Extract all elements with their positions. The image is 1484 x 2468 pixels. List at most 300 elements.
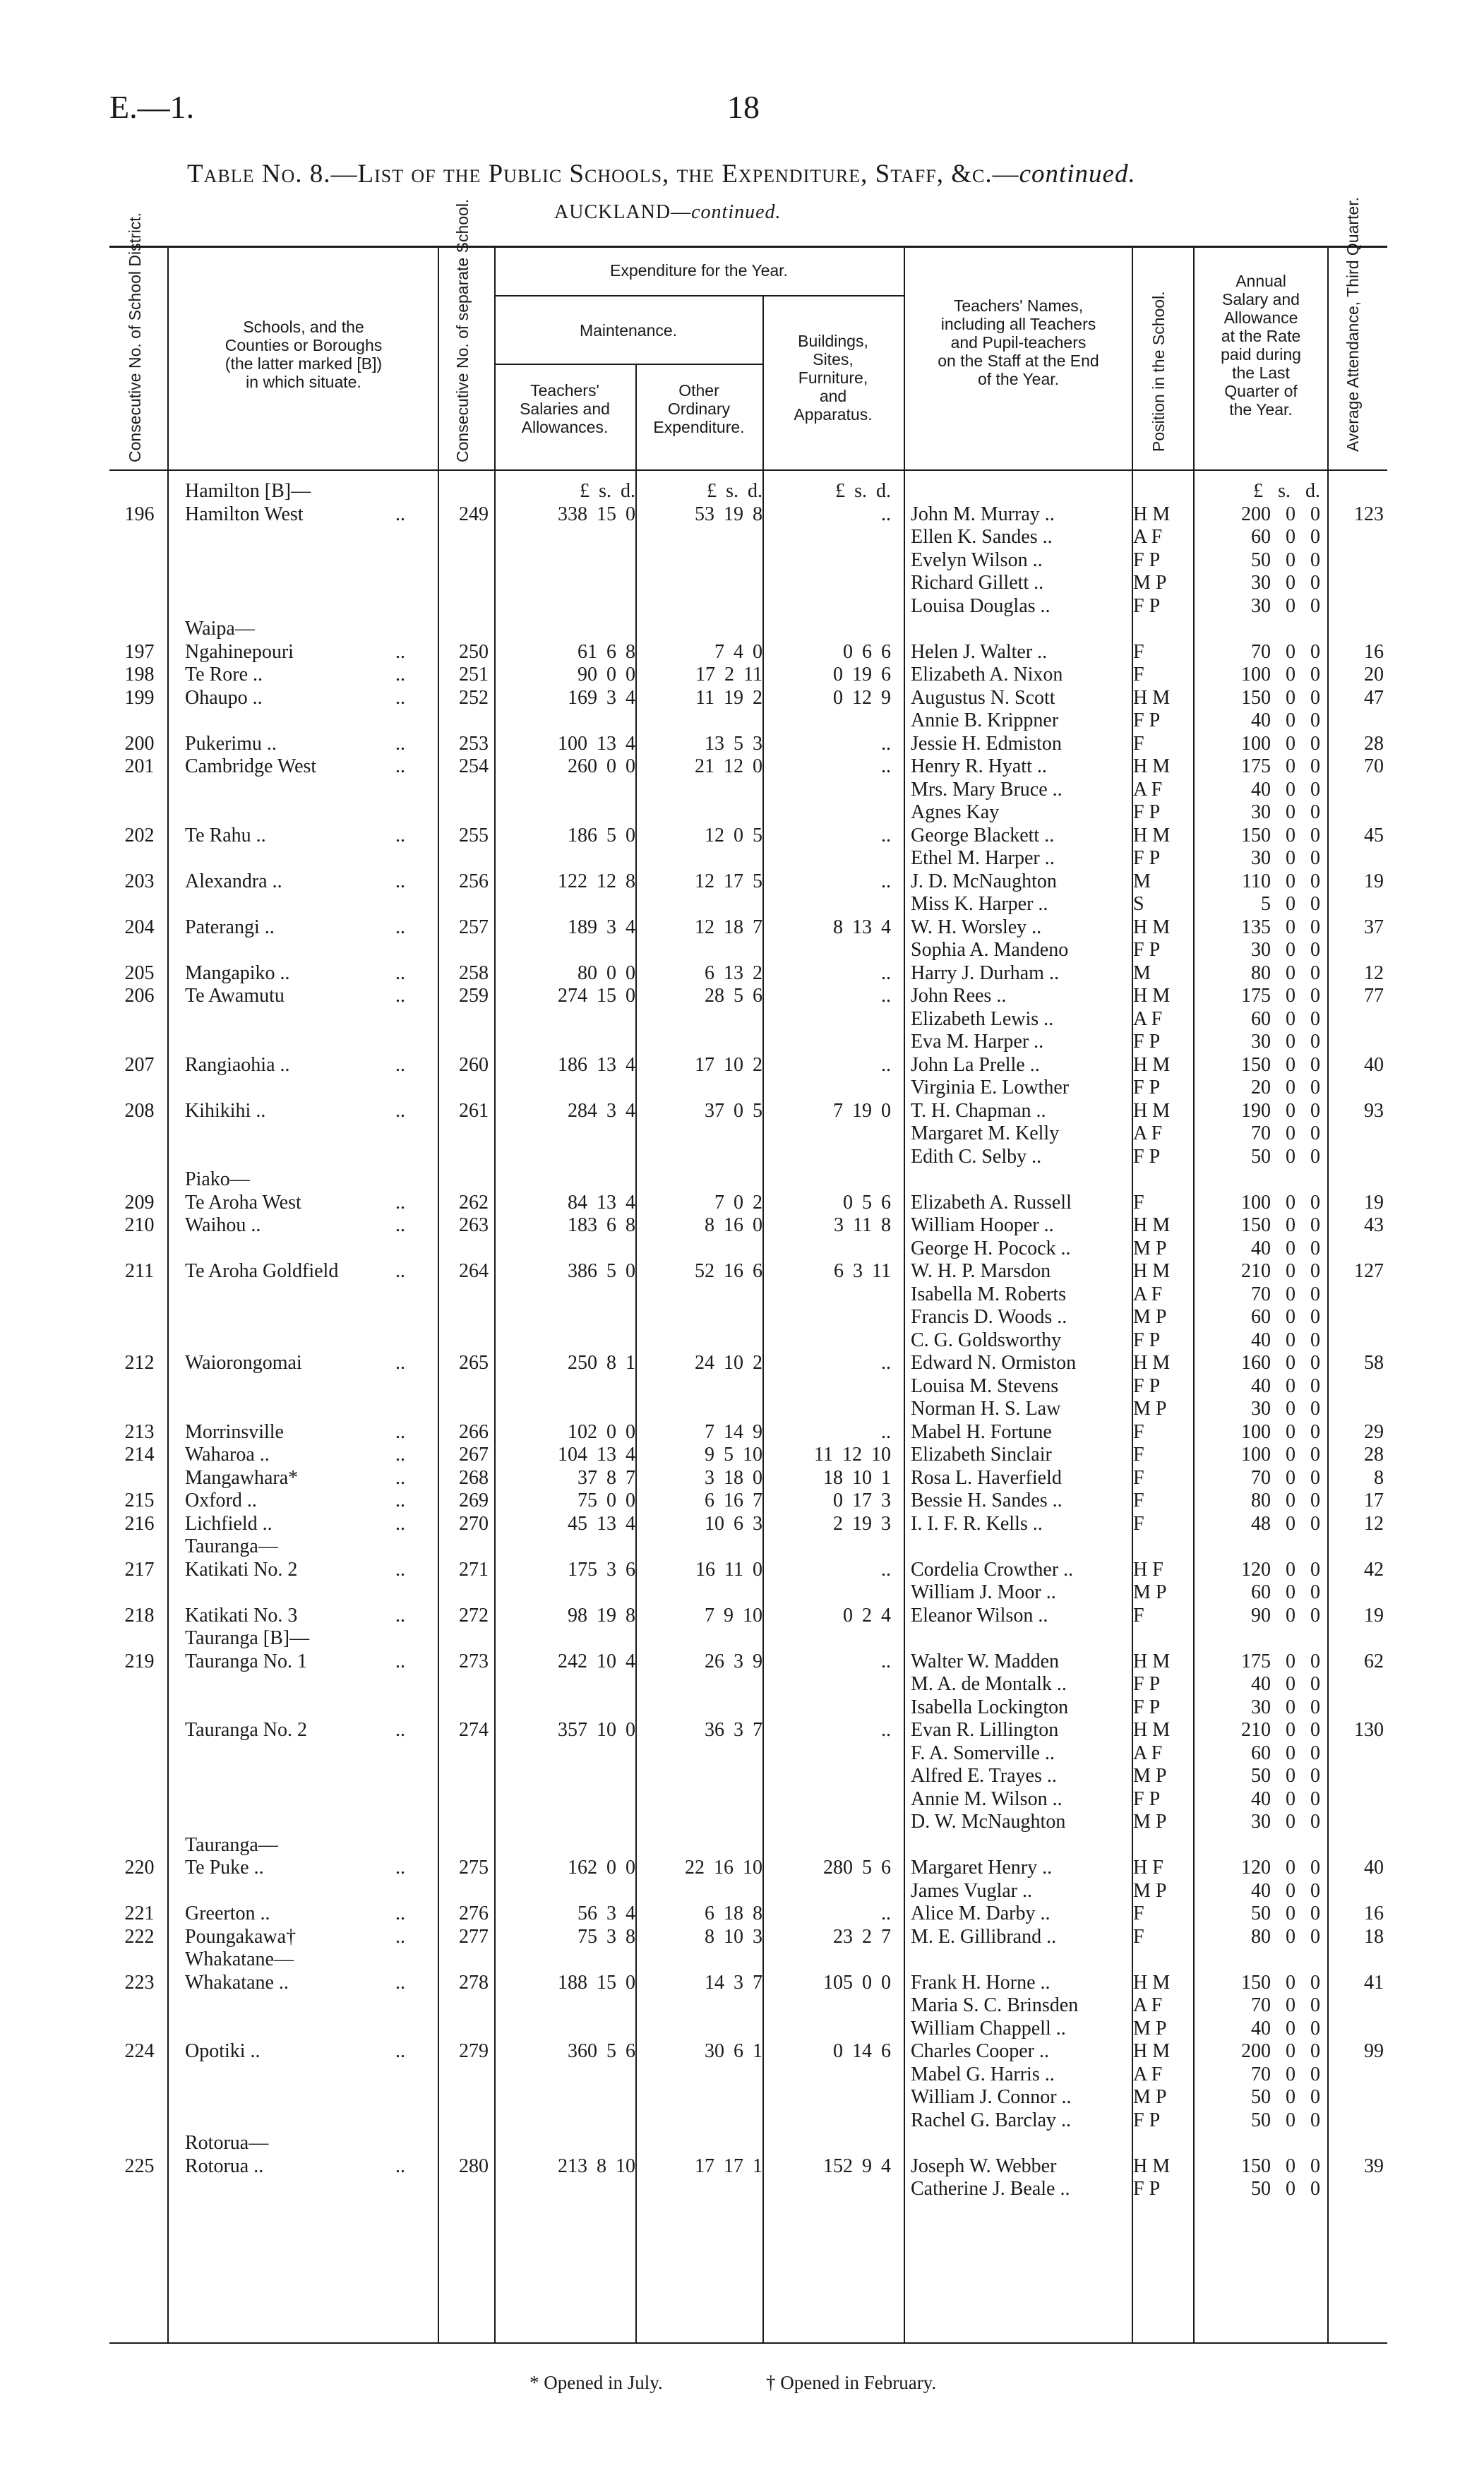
district-no: 200 <box>124 732 155 755</box>
annual-salary: 40 0 0 <box>1251 709 1320 731</box>
table-row <box>0 595 1484 618</box>
teacher-name: W. H. Worsley .. <box>911 916 1042 938</box>
other-expenditure: 12 18 7 <box>695 916 762 938</box>
leader-dots: .. <box>395 2040 405 2062</box>
table-row <box>0 664 1484 686</box>
teacher-name: Alfred E. Trayes .. <box>911 1765 1057 1787</box>
header-salary-3: Allowance <box>1223 308 1298 327</box>
district-no: 218 <box>124 1604 155 1627</box>
teacher-name: Richard Gillett .. <box>911 572 1044 594</box>
teacher-position: H M <box>1133 1099 1171 1122</box>
header-schools-1: Schools, and the <box>243 318 364 336</box>
teacher-position: F P <box>1133 847 1161 869</box>
other-expenditure: 16 11 0 <box>695 1558 762 1581</box>
annual-salary: 40 0 0 <box>1251 778 1320 801</box>
buildings-amount: 152 9 4 <box>823 2155 891 2177</box>
annual-salary: 80 0 0 <box>1251 962 1320 984</box>
table-row <box>0 1467 1484 1490</box>
district-no: 205 <box>124 962 155 984</box>
table-row <box>0 1788 1484 1811</box>
table-row <box>0 2132 1484 2155</box>
teacher-position: F P <box>1133 1329 1161 1351</box>
salaries-amount: 357 10 0 <box>558 1719 635 1741</box>
district-no: 220 <box>124 1857 155 1879</box>
annual-salary: 60 0 0 <box>1251 1581 1320 1603</box>
district-no: 198 <box>124 664 155 685</box>
separate-no: 261 <box>459 1099 489 1122</box>
buildings-amount: 23 2 7 <box>833 1925 891 1948</box>
table-row <box>0 1765 1484 1787</box>
district-no: 221 <box>124 1903 155 1924</box>
table-row <box>0 1811 1484 1833</box>
district-no: 219 <box>124 1650 155 1672</box>
header-other-2: Ordinary <box>667 400 731 418</box>
teacher-name: F. A. Somerville .. <box>911 1742 1055 1764</box>
table-row <box>0 2040 1484 2063</box>
salaries-amount: 189 3 4 <box>568 916 635 938</box>
teacher-name: Elizabeth Lewis .. <box>911 1007 1054 1030</box>
salaries-amount: 90 0 0 <box>578 664 635 685</box>
separate-no: 250 <box>459 640 489 663</box>
separate-no: 254 <box>459 755 489 777</box>
teacher-name: Rosa L. Haverfield <box>911 1466 1062 1489</box>
teacher-name: Elizabeth A. Russell <box>911 1191 1072 1214</box>
header-salaries-2: Salaries and <box>520 400 610 418</box>
other-expenditure: 30 6 1 <box>705 2040 762 2062</box>
separate-no: 277 <box>459 1925 489 1948</box>
buildings-amount: 0 2 4 <box>843 1604 891 1627</box>
table-row <box>0 1903 1484 1925</box>
teacher-position: F P <box>1133 1696 1161 1718</box>
average-attendance: 16 <box>1364 640 1384 663</box>
district-no: 209 <box>124 1191 155 1214</box>
buildings-amount: 2 19 3 <box>833 1512 891 1535</box>
teacher-position: H M <box>1133 1260 1171 1282</box>
average-attendance: 20 <box>1364 664 1384 685</box>
footnote-february: † Opened in February. <box>766 2372 937 2393</box>
buildings-amount: .. <box>881 985 891 1007</box>
other-expenditure: 6 18 8 <box>705 1903 762 1924</box>
annual-salary: 40 0 0 <box>1251 1237 1320 1259</box>
table-row <box>0 709 1484 732</box>
average-attendance: 127 <box>1354 1260 1384 1282</box>
header-salaries-1: Teachers' <box>530 381 599 400</box>
annual-salary: 70 0 0 <box>1251 1994 1320 2016</box>
table-row <box>0 2063 1484 2086</box>
teacher-position: A F <box>1133 1007 1163 1030</box>
teacher-name: Mabel G. Harris .. <box>911 2063 1055 2085</box>
school-name: Mangapiko .. <box>185 962 290 984</box>
average-attendance: 18 <box>1364 1925 1384 1948</box>
school-name: Waiorongomai <box>185 1352 302 1374</box>
teacher-position: A F <box>1133 1283 1163 1305</box>
header-buildings-3: Furniture, <box>798 369 868 387</box>
leader-dots: .. <box>395 1214 405 1236</box>
buildings-amount: .. <box>881 755 891 777</box>
separate-no: 257 <box>459 916 489 938</box>
teacher-position: A F <box>1133 1122 1163 1144</box>
buildings-amount: .. <box>881 1053 891 1076</box>
annual-salary: 50 0 0 <box>1251 549 1320 571</box>
teacher-name: Norman H. S. Law <box>911 1398 1061 1420</box>
annual-salary: 175 0 0 <box>1241 1650 1320 1672</box>
table-row <box>0 847 1484 870</box>
leader-dots: .. <box>395 1490 405 1511</box>
teacher-name: Louisa M. Stevens <box>911 1374 1059 1397</box>
buildings-amount: 0 17 3 <box>833 1490 891 1511</box>
salaries-amount: 213 8 10 <box>558 2155 635 2177</box>
table-row <box>0 1031 1484 1053</box>
annual-salary: 70 0 0 <box>1251 2063 1320 2085</box>
table-row <box>0 526 1484 549</box>
teacher-name: M. A. de Montalk .. <box>911 1673 1067 1695</box>
header-salary-7: Quarter of <box>1224 382 1298 400</box>
annual-salary: 30 0 0 <box>1251 801 1320 823</box>
teacher-name: Alice M. Darby .. <box>911 1903 1051 1924</box>
district-no: 201 <box>124 755 155 777</box>
table-row <box>0 1329 1484 1352</box>
district-no: 214 <box>124 1444 155 1466</box>
teacher-position: F <box>1133 1191 1144 1214</box>
leader-dots: .. <box>395 1604 405 1627</box>
salaries-amount: 242 10 4 <box>558 1650 635 1672</box>
table-row <box>0 1926 1484 1948</box>
annual-salary: 80 0 0 <box>1251 1490 1320 1511</box>
separate-no: 258 <box>459 962 489 984</box>
teacher-name: Edith C. Selby .. <box>911 1145 1042 1168</box>
average-attendance: 19 <box>1364 1191 1384 1214</box>
teacher-position: S <box>1133 893 1144 915</box>
table-title-suffix: continued. <box>1019 160 1136 188</box>
table-row <box>0 1008 1484 1031</box>
district-no: 207 <box>124 1053 155 1076</box>
average-attendance: 93 <box>1364 1099 1384 1122</box>
buildings-amount: .. <box>881 503 891 525</box>
teacher-name: Agnes Kay <box>911 801 1000 823</box>
leader-dots: .. <box>395 503 405 525</box>
teacher-position: F P <box>1133 549 1161 571</box>
average-attendance: 42 <box>1364 1558 1384 1581</box>
average-attendance: 99 <box>1364 2040 1384 2062</box>
salaries-amount: 102 0 0 <box>568 1420 635 1443</box>
other-expenditure: £ s. d. <box>707 480 762 502</box>
leader-dots: .. <box>395 732 405 755</box>
district-no: 225 <box>124 2155 155 2177</box>
teacher-position: H M <box>1133 755 1171 777</box>
leader-dots: .. <box>395 824 405 846</box>
separate-no: 276 <box>459 1903 489 1924</box>
teacher-position: M <box>1133 870 1151 892</box>
salaries-amount: 183 6 8 <box>568 1214 635 1236</box>
table-row <box>0 962 1484 985</box>
separate-no: 249 <box>459 503 489 525</box>
teacher-position: A F <box>1133 1994 1163 2016</box>
salaries-amount: 186 5 0 <box>568 824 635 846</box>
annual-salary: 200 0 0 <box>1241 503 1320 525</box>
teacher-name: Sophia A. Mandeno <box>911 939 1069 961</box>
header-salary-8: the Year. <box>1229 400 1293 419</box>
salaries-amount: 100 13 4 <box>558 732 635 755</box>
school-name: Ngahinepouri <box>185 640 294 663</box>
teacher-name: T. H. Chapman .. <box>911 1099 1046 1122</box>
separate-no: 262 <box>459 1191 489 1214</box>
table-row <box>0 1122 1484 1145</box>
school-name: Rotorua .. <box>185 2155 264 2177</box>
teacher-position: A F <box>1133 2063 1163 2085</box>
header-salary-2: Salary and <box>1222 290 1300 308</box>
salaries-amount: 188 15 0 <box>558 1971 635 1994</box>
annual-salary: 40 0 0 <box>1251 1374 1320 1397</box>
teacher-name: Ellen K. Sandes .. <box>911 526 1053 548</box>
teacher-position: F <box>1133 1420 1144 1443</box>
table-row <box>0 480 1484 503</box>
table-row <box>0 1972 1484 1994</box>
other-expenditure: 53 19 8 <box>695 503 762 525</box>
teacher-name: James Vuglar .. <box>911 1879 1032 1902</box>
header-teachers-3: and Pupil-teachers <box>950 333 1087 352</box>
teacher-name: William J. Connor .. <box>911 2086 1072 2108</box>
leader-dots: .. <box>395 1444 405 1466</box>
separate-no: 270 <box>459 1512 489 1535</box>
other-expenditure: 6 13 2 <box>705 962 762 984</box>
buildings-amount: 105 0 0 <box>823 1971 891 1994</box>
teacher-name: Maria S. C. Brinsden <box>911 1994 1079 2016</box>
header-buildings-1: Buildings, <box>798 332 868 350</box>
annual-salary: 48 0 0 <box>1251 1512 1320 1535</box>
separate-no: 263 <box>459 1214 489 1236</box>
average-attendance: 43 <box>1364 1214 1384 1236</box>
teacher-name: Eva M. Harper .. <box>911 1031 1044 1053</box>
teacher-position: F P <box>1133 2178 1161 2200</box>
teacher-name: C. G. Goldsworthy <box>911 1329 1062 1351</box>
leader-dots: .. <box>395 1558 405 1581</box>
teacher-position: F P <box>1133 1077 1161 1098</box>
annual-salary: 40 0 0 <box>1251 1329 1320 1351</box>
school-name: Cambridge West <box>185 755 317 777</box>
buildings-amount: .. <box>881 732 891 755</box>
teacher-name: Jessie H. Edmiston <box>911 732 1062 755</box>
school-name: Mangawhara* <box>185 1466 299 1489</box>
teacher-name: John Rees .. <box>911 985 1007 1007</box>
salaries-amount: 284 3 4 <box>568 1099 635 1122</box>
separate-no: 266 <box>459 1420 489 1443</box>
district-no: 217 <box>124 1558 155 1581</box>
district-no: 204 <box>124 916 155 938</box>
annual-salary: 50 0 0 <box>1251 1903 1320 1924</box>
separate-no: 267 <box>459 1444 489 1466</box>
salaries-amount: 37 8 7 <box>578 1466 635 1489</box>
table-row <box>0 801 1484 824</box>
table-row <box>0 825 1484 847</box>
other-expenditure: 8 16 0 <box>705 1214 762 1236</box>
annual-salary: 175 0 0 <box>1241 985 1320 1007</box>
teacher-position: F <box>1133 1490 1144 1511</box>
school-name: Piako— <box>185 1168 250 1190</box>
annual-salary: 20 0 0 <box>1251 1077 1320 1098</box>
table-row <box>0 1857 1484 1879</box>
header-separate-no: Consecutive No. of separate School. <box>453 198 472 462</box>
school-name: Paterangi .. <box>185 916 275 938</box>
school-name: Tauranga No. 1 <box>185 1650 307 1672</box>
table-row <box>0 503 1484 526</box>
teacher-position: M P <box>1133 1306 1167 1328</box>
buildings-amount: 7 19 0 <box>833 1099 891 1122</box>
annual-salary: 70 0 0 <box>1251 640 1320 663</box>
teacher-position: F P <box>1133 939 1161 961</box>
table-row <box>0 939 1484 962</box>
average-attendance: 37 <box>1364 916 1384 938</box>
annual-salary: 40 0 0 <box>1251 1879 1320 1902</box>
teacher-name: Isabella Lockington <box>911 1696 1069 1718</box>
annual-salary: 70 0 0 <box>1251 1466 1320 1489</box>
average-attendance: 62 <box>1364 1650 1384 1672</box>
teacher-position: F P <box>1133 1374 1161 1397</box>
other-expenditure: 12 17 5 <box>695 870 762 892</box>
teacher-position: M P <box>1133 1581 1167 1603</box>
leader-dots: .. <box>395 985 405 1007</box>
teacher-position: M P <box>1133 1811 1167 1833</box>
school-name: Tauranga [B]— <box>185 1627 310 1649</box>
average-attendance: 70 <box>1364 755 1384 777</box>
table-row <box>0 1696 1484 1719</box>
salaries-amount: 75 0 0 <box>578 1490 635 1511</box>
teacher-name: Mabel H. Fortune <box>911 1420 1052 1443</box>
separate-no: 274 <box>459 1719 489 1741</box>
average-attendance: 123 <box>1354 503 1384 525</box>
teacher-position: M P <box>1133 1398 1167 1420</box>
table-row <box>0 1421 1484 1444</box>
page-code: E.—1. <box>109 89 195 125</box>
separate-no: 279 <box>459 2040 489 2062</box>
annual-salary: 90 0 0 <box>1251 1604 1320 1627</box>
district-no: 213 <box>124 1420 155 1443</box>
school-name: Whakatane— <box>185 1948 294 1970</box>
teacher-name: Ethel M. Harper .. <box>911 847 1055 869</box>
salaries-amount: 75 3 8 <box>578 1925 635 1948</box>
school-name: Te Aroha West <box>185 1191 301 1214</box>
school-name: Katikati No. 2 <box>185 1558 298 1581</box>
table-row <box>0 1100 1484 1122</box>
teacher-name: John M. Murray .. <box>911 503 1055 525</box>
salaries-amount: 56 3 4 <box>578 1903 635 1924</box>
table-row <box>0 1994 1484 2017</box>
school-name: Lichfield .. <box>185 1512 273 1535</box>
separate-no: 259 <box>459 985 489 1007</box>
teacher-name: Evelyn Wilson .. <box>911 549 1043 571</box>
teacher-position: F <box>1133 1604 1144 1627</box>
salaries-amount: 250 8 1 <box>568 1352 635 1374</box>
teacher-name: John La Prelle .. <box>911 1053 1040 1076</box>
other-expenditure: 24 10 2 <box>695 1352 762 1374</box>
leader-dots: .. <box>395 1925 405 1948</box>
buildings-amount: .. <box>881 962 891 984</box>
school-name: Pukerimu .. <box>185 732 277 755</box>
separate-no: 252 <box>459 686 489 709</box>
table-row <box>0 1168 1484 1191</box>
header-buildings-4: and <box>819 387 847 405</box>
table-row <box>0 1375 1484 1398</box>
teacher-name: Harry J. Durham .. <box>911 962 1059 984</box>
leader-dots: .. <box>395 664 405 685</box>
separate-no: 271 <box>459 1558 489 1581</box>
teacher-name: Augustus N. Scott <box>911 686 1055 709</box>
average-attendance: 28 <box>1364 732 1384 755</box>
table-row <box>0 1306 1484 1329</box>
teacher-position: H M <box>1133 1053 1171 1076</box>
school-name: Greerton .. <box>185 1903 270 1924</box>
salaries-amount: 169 3 4 <box>568 686 635 709</box>
annual-salary: 135 0 0 <box>1241 916 1320 938</box>
teacher-name: Catherine J. Beale .. <box>911 2178 1070 2200</box>
teacher-name: Joseph W. Webber <box>911 2155 1057 2177</box>
average-attendance: 16 <box>1364 1903 1384 1924</box>
teacher-name: Mrs. Mary Bruce .. <box>911 778 1063 801</box>
header-teachers-5: of the Year. <box>977 370 1060 388</box>
teacher-name: Annie M. Wilson .. <box>911 1787 1063 1810</box>
teacher-name: William Hooper .. <box>911 1214 1054 1236</box>
table-row <box>0 572 1484 594</box>
other-expenditure: 17 10 2 <box>695 1053 762 1076</box>
district-no: 222 <box>124 1925 155 1948</box>
table-row <box>0 1627 1484 1650</box>
header-other-1: Other <box>678 381 719 400</box>
annual-salary: 60 0 0 <box>1251 1306 1320 1328</box>
school-name: Opotiki .. <box>185 2040 261 2062</box>
teacher-position: H M <box>1133 1719 1171 1741</box>
leader-dots: .. <box>395 1191 405 1214</box>
teacher-position: F <box>1133 1466 1144 1489</box>
separate-no: 256 <box>459 870 489 892</box>
teacher-name: J. D. McNaughton <box>911 870 1057 892</box>
annual-salary: 30 0 0 <box>1251 1031 1320 1053</box>
annual-salary: 50 0 0 <box>1251 2109 1320 2131</box>
teacher-position: F <box>1133 1925 1144 1948</box>
other-expenditure: 17 17 1 <box>695 2155 762 2177</box>
teacher-name: Bessie H. Sandes .. <box>911 1490 1063 1511</box>
table-row <box>0 687 1484 709</box>
school-name: Poungakawa† <box>185 1925 297 1948</box>
buildings-amount: 8 13 4 <box>833 916 891 938</box>
teacher-name: Annie B. Krippner <box>911 709 1059 731</box>
teacher-name: George H. Pocock .. <box>911 1237 1071 1259</box>
salaries-amount: 80 0 0 <box>578 962 635 984</box>
table-row <box>0 1283 1484 1306</box>
annual-salary: 175 0 0 <box>1241 755 1320 777</box>
school-name: Te Puke .. <box>185 1857 264 1879</box>
other-expenditure: 52 16 6 <box>695 1260 762 1282</box>
annual-salary: 30 0 0 <box>1251 1696 1320 1718</box>
teacher-name: Helen J. Walter .. <box>911 640 1048 663</box>
separate-no: 273 <box>459 1650 489 1672</box>
average-attendance: 19 <box>1364 1604 1384 1627</box>
teacher-position: F <box>1133 640 1144 663</box>
header-salary-4: at the Rate <box>1221 327 1301 345</box>
leader-dots: .. <box>395 1719 405 1741</box>
separate-no: 268 <box>459 1466 489 1489</box>
table-row <box>0 1444 1484 1466</box>
other-expenditure: 28 5 6 <box>705 985 762 1007</box>
annual-salary: 110 0 0 <box>1242 870 1320 892</box>
header-salaries-3: Allowances. <box>521 418 609 436</box>
annual-salary: 50 0 0 <box>1251 2086 1320 2108</box>
region-suffix: continued. <box>691 201 782 223</box>
leader-dots: .. <box>395 870 405 892</box>
leader-dots: .. <box>395 1512 405 1535</box>
other-expenditure: 11 19 2 <box>695 686 762 709</box>
other-expenditure: 22 16 10 <box>685 1857 762 1879</box>
buildings-amount: .. <box>881 1352 891 1374</box>
annual-salary: 30 0 0 <box>1251 1811 1320 1833</box>
